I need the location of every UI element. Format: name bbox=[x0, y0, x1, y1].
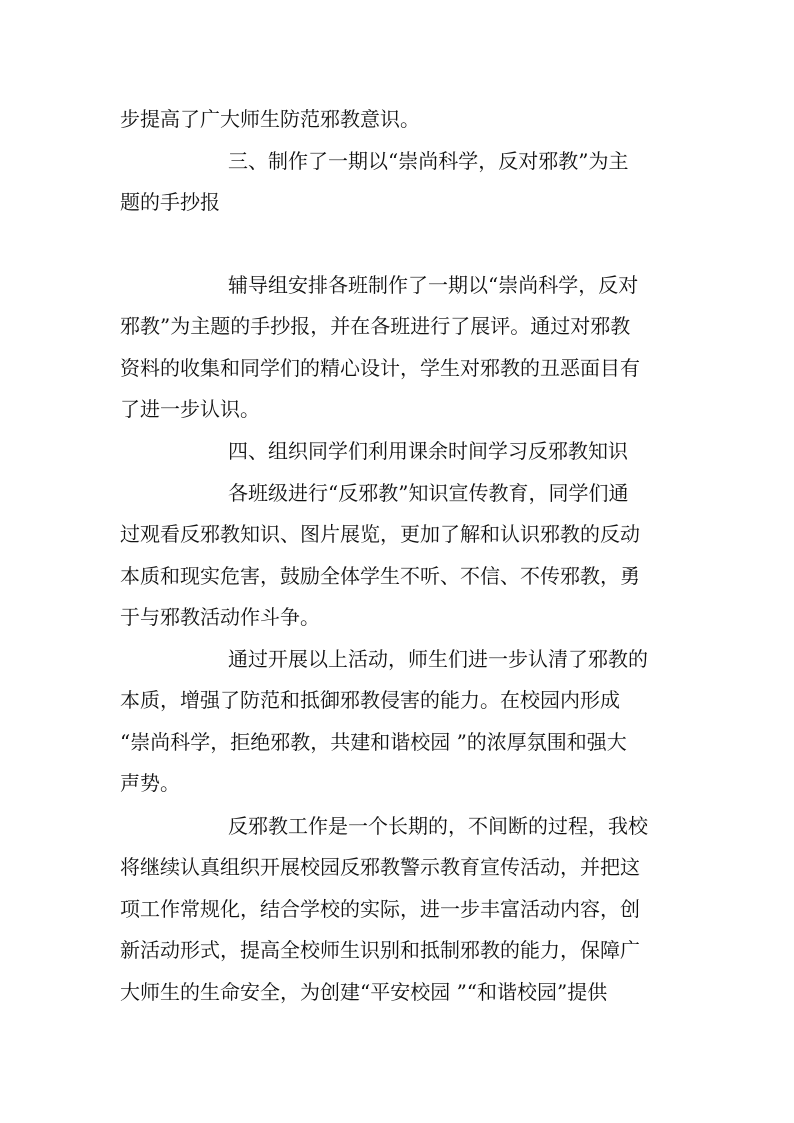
paragraph-line: 通过开展以上活动，师生们进一步认清了邪教的 bbox=[228, 647, 648, 671]
paragraph-line: 过观看反邪教知识、图片展览，更加了解和认识邪教的反动 bbox=[120, 522, 640, 546]
paragraph-line: 项工作常规化，结合学校的实际，进一步丰富活动内容，创 bbox=[120, 897, 640, 921]
paragraph-line: 声势。 bbox=[120, 771, 180, 795]
paragraph-line: 将继续认真组织开展校园反邪教警示教育宣传活动，并把这 bbox=[120, 855, 640, 879]
paragraph-line: 新活动形式，提高全校师生识别和抵制邪教的能力，保障广 bbox=[120, 938, 640, 962]
paragraph-line: 本质，增强了防范和抵御邪教侵害的能力。在校园内形成 bbox=[120, 688, 620, 712]
paragraph-line: 各班级进行“反邪教”知识宣传教育，同学们通 bbox=[228, 481, 629, 505]
section-heading-continued: 题的手抄报 bbox=[120, 190, 220, 214]
paragraph-line: 于与邪教活动作斗争。 bbox=[120, 605, 320, 629]
paragraph-line: 了进一步认识。 bbox=[120, 397, 260, 421]
paragraph-line: “崇尚科学，拒绝邪教，共建和谐校园 ”的浓厚氛围和强大 bbox=[120, 730, 627, 754]
paragraph-line: 大师生的生命安全，为创建“平安校园 ”“和谐校园”提供 bbox=[120, 980, 608, 1004]
section-heading: 四、组织同学们利用课余时间学习反邪教知识 bbox=[228, 439, 628, 463]
text-line: 步提高了广大师生防范邪教意识。 bbox=[120, 107, 420, 131]
paragraph-line: 邪教”为主题的手抄报，并在各班进行了展评。通过对邪教 bbox=[120, 314, 631, 338]
section-heading: 三、制作了一期以“崇尚科学，反对邪教”为主 bbox=[228, 149, 629, 173]
paragraph-line: 辅导组安排各班制作了一期以“崇尚科学，反对 bbox=[228, 273, 639, 297]
paragraph-line: 资料的收集和同学们的精心设计，学生对邪教的丑恶面目有 bbox=[120, 356, 640, 380]
paragraph-line: 本质和现实危害，鼓励全体学生不听、不信、不传邪教，勇 bbox=[120, 564, 640, 588]
paragraph-line: 反邪教工作是一个长期的，不间断的过程，我校 bbox=[228, 814, 648, 838]
